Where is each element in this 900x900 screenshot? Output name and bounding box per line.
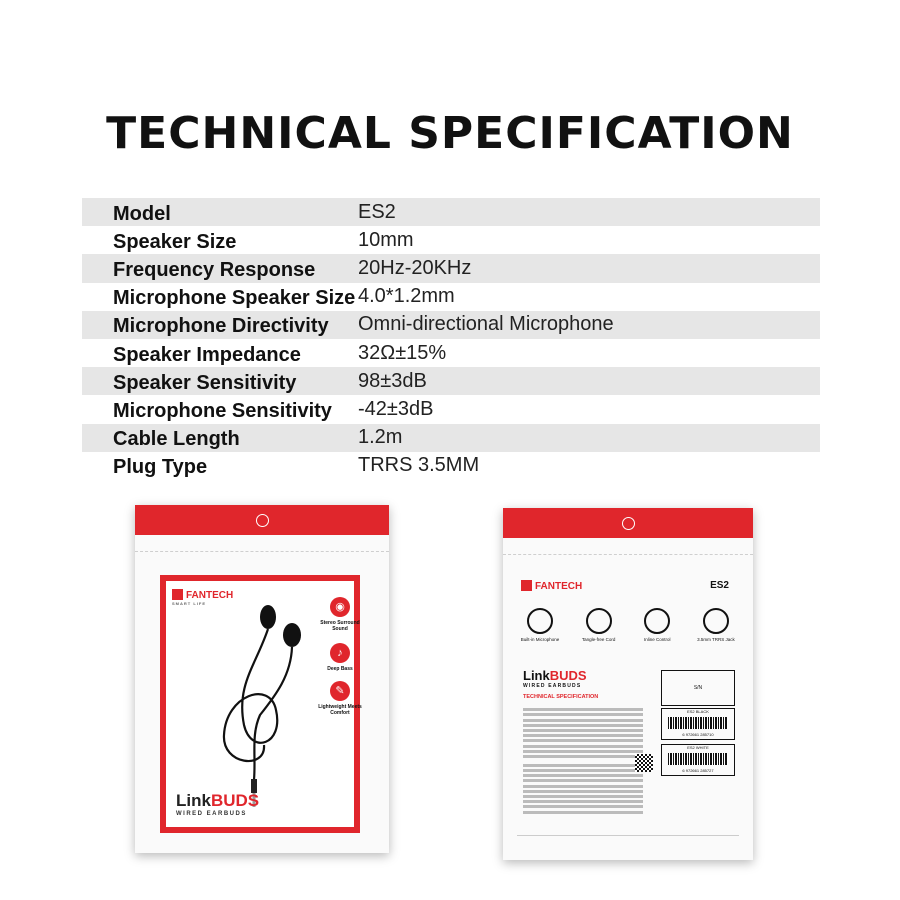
inline-control-icon: Inline Control [634, 608, 680, 642]
model-label: ES2 [710, 580, 729, 591]
brand-accent: BUDS [210, 791, 260, 810]
spec-value: Omni-directional Microphone [358, 313, 614, 336]
spec-value: -42±3dB [358, 397, 434, 420]
spec-value: ES2 [358, 200, 396, 223]
hang-tab [503, 508, 753, 538]
spec-row [82, 395, 820, 423]
barcode-black: ES2 BLACK 6 972661 285710 [661, 708, 735, 740]
jack-icon: 3.5mm TRRS Jack [693, 608, 739, 642]
linkbuds-brand [176, 791, 259, 817]
package-front-image [135, 505, 389, 853]
microphone-icon: Built-in Microphone [517, 608, 563, 642]
spec-label: Model [113, 202, 171, 225]
speaker-icon: ◉ [330, 597, 350, 617]
earbuds-icon [196, 595, 316, 815]
fantech-logo-icon [521, 580, 532, 591]
spec-row [82, 311, 820, 339]
spec-table [82, 198, 820, 480]
hang-tab [135, 505, 389, 535]
bass-icon: ♪ [330, 643, 350, 663]
spec-row [82, 226, 820, 254]
brand-prefix: Link [176, 791, 211, 810]
serial-number-box: S/N [661, 670, 735, 706]
logo-text: FANTECH [535, 581, 583, 592]
spec-row [82, 424, 820, 452]
spec-label: Speaker Size [113, 230, 237, 253]
spec-label: Microphone Speaker Size [113, 287, 356, 310]
spec-value: 32Ω±15% [358, 341, 447, 364]
spec-row [82, 339, 820, 367]
page-title: TECHNICAL SPECIFICATION [106, 108, 794, 159]
feature-lightweight: ✎ Lightweight Meets Comfort [318, 681, 362, 716]
qr-code-icon [635, 754, 653, 772]
spec-value: TRRS 3.5MM [358, 454, 480, 477]
spec-label: Microphone Sensitivity [113, 399, 332, 422]
front-card [160, 575, 360, 833]
spec-label: Speaker Impedance [113, 343, 301, 366]
logo-subtext: SMART LIFE [172, 601, 206, 606]
logo-text: FANTECH [186, 590, 234, 601]
barcode-icon [668, 717, 728, 729]
hang-hole-icon [256, 514, 269, 527]
feature-stereo: ◉ Stereo Surround Sound [318, 597, 362, 632]
tangle-free-icon: Tangle-free Cord [576, 608, 622, 642]
feature-bass: ♪ Deep Bass [318, 643, 362, 672]
spec-row [82, 367, 820, 395]
spec-row [82, 283, 820, 311]
spec-label: Microphone Directivity [113, 315, 329, 338]
feature-icons [517, 608, 739, 642]
spec-text-block [523, 706, 643, 816]
spec-row [82, 198, 820, 226]
spec-heading: TECHNICAL SPECIFICATION [523, 694, 599, 700]
package-back-image [503, 508, 753, 860]
spec-label: Plug Type [113, 456, 208, 479]
linkbuds-brand: LinkBUDS WIRED EARBUDS [523, 668, 587, 689]
spec-row [82, 452, 820, 480]
spec-label: Cable Length [113, 428, 240, 451]
brand-subtitle: WIRED EARBUDS [176, 811, 247, 817]
hang-hole-icon [622, 517, 635, 530]
spec-value: 98±3dB [358, 369, 427, 392]
spec-value: 10mm [358, 228, 414, 251]
spec-label: Frequency Response [113, 258, 316, 281]
feather-icon: ✎ [330, 681, 350, 701]
spec-row [82, 254, 820, 282]
spec-value: 20Hz-20KHz [358, 256, 472, 279]
barcode-icon [668, 753, 728, 765]
barcode-white: ES2 WHITE 6 972661 285727 [661, 744, 735, 776]
spec-value: 1.2m [358, 426, 403, 449]
spec-value: 4.0*1.2mm [358, 285, 455, 308]
fantech-logo [521, 580, 582, 592]
zip-seal [135, 535, 389, 552]
fantech-logo-icon [172, 589, 183, 600]
zip-seal [503, 538, 753, 555]
footer-links [517, 835, 739, 842]
spec-label: Speaker Sensitivity [113, 371, 297, 394]
